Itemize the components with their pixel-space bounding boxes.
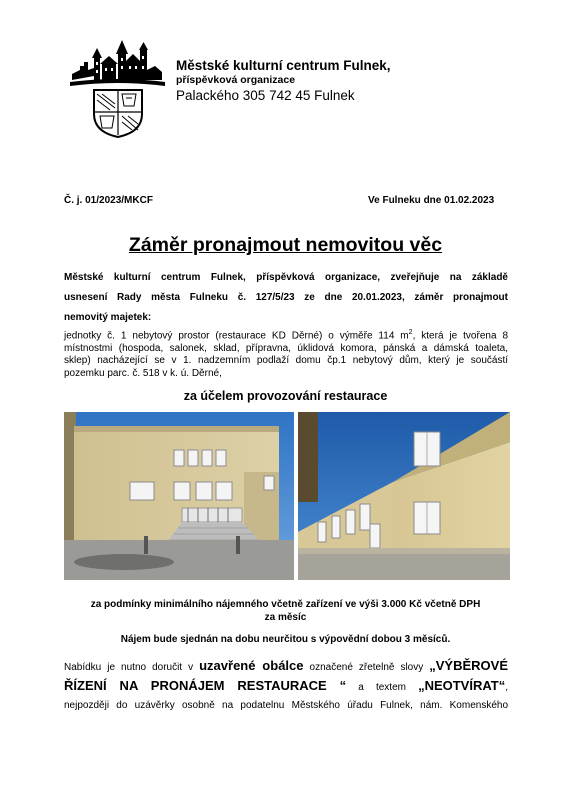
intro-line: Městské kulturní centrum Fulnek, příspěvková organizace, zveřejňuje na základě — [64, 272, 508, 283]
offer-text: označené zřetelně slovy — [303, 662, 430, 673]
offer-line-2 — [64, 677, 508, 697]
lease-term: Nájem bude sjednán na dobu neurčitou s výpovědní dobou 3 měsíců. — [120, 634, 451, 645]
unit-line-3: sklep) nacházející se v 1. nadzemním podlaží domu čp.1 nebytový dům, který je součástí — [64, 355, 508, 367]
organization-type: příspěvková organizace — [176, 74, 296, 86]
unit-description — [64, 327, 508, 380]
organization-header — [176, 58, 391, 104]
place-and-date: Ve Fulneku dne 01.02.2023 — [368, 195, 495, 206]
organization-name: Městské kulturní centrum Fulnek, — [176, 58, 391, 73]
rental-purpose: za účelem provozování restaurace — [183, 389, 388, 403]
offer-instructions — [64, 657, 508, 715]
rent-condition-line-1: za podmínky minimálního nájemného včetně zařízení ve výši 3.000 Kč včetně DPH — [90, 599, 481, 610]
rent-condition — [0, 599, 571, 624]
fulnek-coat-of-arms-logo — [70, 40, 165, 138]
intro-line: usnesení Rady města Fulneku č. 127/5/23 ze dne 20.01.2023, záměr pronajmout — [64, 292, 508, 303]
offer-line-1 — [64, 657, 508, 677]
do-not-open-label: „NEOTVÍRAT“ — [418, 678, 506, 693]
intro-paragraph — [64, 268, 508, 328]
envelope-label-start: „VÝBĚROVÉ — [429, 658, 509, 673]
document-title: Záměr pronajmout nemovitou věc — [128, 234, 443, 256]
area-unit-superscript: 2 — [408, 329, 413, 336]
unit-line-1-end: , která je tvořena 8 — [412, 330, 509, 342]
intro-line: nemovitý majetek: — [64, 312, 152, 323]
offer-text: Nabídku je nutno doručit v — [64, 662, 200, 673]
sealed-envelope-text: uzavřené obálce — [199, 658, 304, 673]
rent-condition-line-2: za měsíc — [264, 611, 307, 623]
offer-line-3: nejpozději do uzávěrky osobně na podatelnu Městského úřadu Fulnek, nám. Komenského — [64, 700, 508, 711]
building-front-photo — [64, 412, 294, 580]
unit-line-2: místnostmi (hospoda, salonek, sklad, přípravna, úklidová komora, pánská a dámská toaleta, — [64, 342, 508, 354]
organization-address: Palackého 305 742 45 Fulnek — [176, 88, 355, 103]
offer-text: a textem — [346, 682, 419, 693]
unit-line-1 — [64, 327, 508, 343]
building-side-photo — [298, 412, 510, 580]
reference-number: Č. j. 01/2023/MKCF — [64, 195, 153, 206]
offer-text: , — [505, 682, 508, 693]
envelope-label-end: ŘÍZENÍ NA PRONÁJEM RESTAURACE “ — [64, 678, 347, 693]
unit-line-1-text: jednotky č. 1 nebytový prostor (restaurace KD Děrné) o výměře 114 m — [64, 330, 409, 342]
unit-line-4: pozemku parc. č. 518 v k. ú. Děrné, — [64, 367, 222, 379]
